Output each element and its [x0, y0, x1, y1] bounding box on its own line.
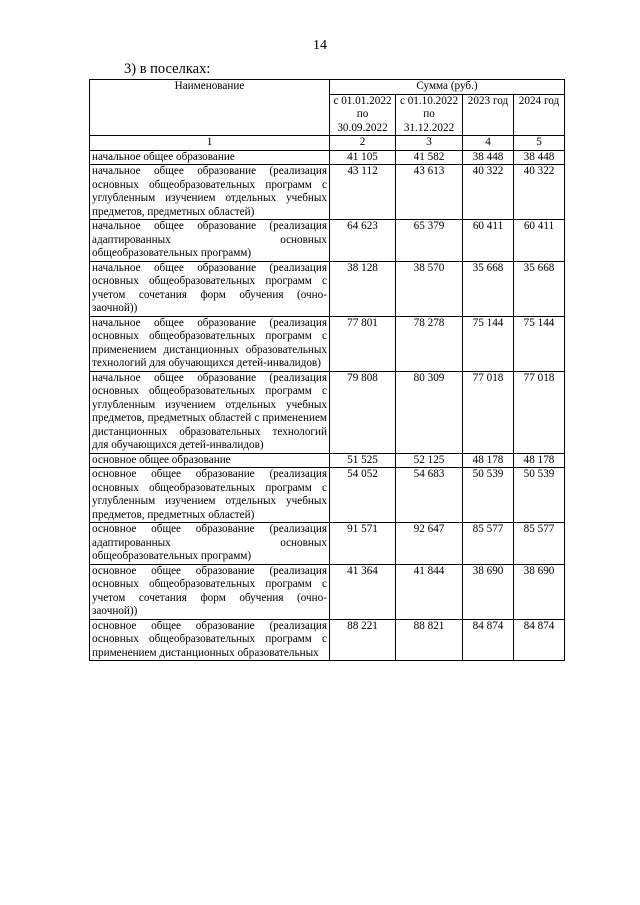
- row-value: 60 411: [463, 220, 514, 262]
- row-value: 50 539: [514, 468, 565, 523]
- row-name: основное общее образование (реализация адаптированных основных общеобразовательных программ): [90, 523, 330, 565]
- table-row: [90, 619, 565, 661]
- row-value: 52 125: [396, 453, 463, 468]
- row-value: 43 112: [330, 165, 396, 220]
- header-row-top: [90, 80, 565, 95]
- header-name: Наименование: [90, 80, 330, 136]
- row-value: 40 322: [514, 165, 565, 220]
- table-row: [90, 150, 565, 165]
- row-name: основное общее образование (реализация основных общеобразовательных программ с применением дистанционных образовательных: [90, 619, 330, 661]
- table-row: [90, 453, 565, 468]
- row-value: 41 364: [330, 564, 396, 619]
- row-value: 88 221: [330, 619, 396, 661]
- row-value: 85 577: [514, 523, 565, 565]
- table-row: [90, 165, 565, 220]
- tariff-table: [89, 79, 565, 661]
- row-value: 51 525: [330, 453, 396, 468]
- row-value: 38 448: [514, 150, 565, 165]
- index-col-1: 1: [90, 136, 330, 151]
- header-index-row: [90, 136, 565, 151]
- index-col-2: 2: [330, 136, 396, 151]
- row-name: основное общее образование (реализация основных общеобразовательных программ с углубленным изучением отдельных учебных предметов, предметных областей): [90, 468, 330, 523]
- table-row: [90, 468, 565, 523]
- header-period-2-line2: по 31.12.2022: [403, 108, 455, 134]
- table-row: [90, 261, 565, 316]
- row-value: 88 821: [396, 619, 463, 661]
- row-value: 92 647: [396, 523, 463, 565]
- row-value: 64 623: [330, 220, 396, 262]
- row-value: 65 379: [396, 220, 463, 262]
- table-row: [90, 371, 565, 453]
- table-row: [90, 564, 565, 619]
- row-value: 50 539: [463, 468, 514, 523]
- page-number: 14: [313, 38, 327, 53]
- row-name: основное общее образование: [90, 453, 330, 468]
- row-value: 75 144: [514, 316, 565, 371]
- row-value: 75 144: [463, 316, 514, 371]
- row-value: 84 874: [514, 619, 565, 661]
- header-period-2-line1: с 01.10.2022: [399, 94, 459, 107]
- row-name: начальное общее образование (реализация основных общеобразовательных программ с углубленным изучением отдельных учебных предметов, предметных областей): [90, 165, 330, 220]
- row-name: основное общее образование (реализация основных общеобразовательных программ с учетом сочетания форм обучения (очно-заочной)): [90, 564, 330, 619]
- row-value: 41 582: [396, 150, 463, 165]
- row-value: 38 690: [514, 564, 565, 619]
- row-value: 78 278: [396, 316, 463, 371]
- row-value: 91 571: [330, 523, 396, 565]
- header-period-1: [330, 94, 396, 136]
- row-value: 84 874: [463, 619, 514, 661]
- row-value: 38 128: [330, 261, 396, 316]
- header-year-2024: 2024 год: [514, 94, 565, 136]
- row-value: 48 178: [463, 453, 514, 468]
- row-value: 60 411: [514, 220, 565, 262]
- row-name: начальное общее образование (реализация основных общеобразовательных программ с учетом сочетания форм обучения (очно-заочной)): [90, 261, 330, 316]
- row-value: 40 322: [463, 165, 514, 220]
- row-name: начальное общее образование (реализация адаптированных основных общеобразовательных программ): [90, 220, 330, 262]
- row-name: начальное общее образование (реализация основных общеобразовательных программ с применением дистанционных образовательных технологий для обучающихся детей-инвалидов): [90, 316, 330, 371]
- table-row: [90, 220, 565, 262]
- row-value: 41 844: [396, 564, 463, 619]
- row-value: 77 018: [463, 371, 514, 453]
- row-name: начальное общее образование (реализация основных общеобразовательных программ с углубленным изучением отдельных учебных предметов, предметных областей с применением дистанционных образовательных технологий для обучающихся детей-инвалидов): [90, 371, 330, 453]
- table-row: [90, 316, 565, 371]
- row-value: 41 105: [330, 150, 396, 165]
- row-value: 77 801: [330, 316, 396, 371]
- header-year-2023: 2023 год: [463, 94, 514, 136]
- row-value: 38 690: [463, 564, 514, 619]
- row-value: 48 178: [514, 453, 565, 468]
- section-title: 3) в поселках:: [124, 61, 211, 77]
- row-value: 80 309: [396, 371, 463, 453]
- row-value: 54 052: [330, 468, 396, 523]
- header-period-1-line2: по 30.09.2022: [337, 108, 388, 134]
- row-value: 85 577: [463, 523, 514, 565]
- index-col-3: 3: [396, 136, 463, 151]
- row-value: 38 448: [463, 150, 514, 165]
- header-period-1-line1: с 01.01.2022: [333, 94, 392, 107]
- row-value: 38 570: [396, 261, 463, 316]
- row-value: 43 613: [396, 165, 463, 220]
- table-row: [90, 523, 565, 565]
- row-value: 79 808: [330, 371, 396, 453]
- row-value: 54 683: [396, 468, 463, 523]
- header-sum: Сумма (руб.): [330, 80, 565, 95]
- row-value: 77 018: [514, 371, 565, 453]
- row-value: 35 668: [514, 261, 565, 316]
- index-col-5: 5: [514, 136, 565, 151]
- row-value: 35 668: [463, 261, 514, 316]
- index-col-4: 4: [463, 136, 514, 151]
- row-name: начальное общее образование: [90, 150, 330, 165]
- header-period-2: [396, 94, 463, 136]
